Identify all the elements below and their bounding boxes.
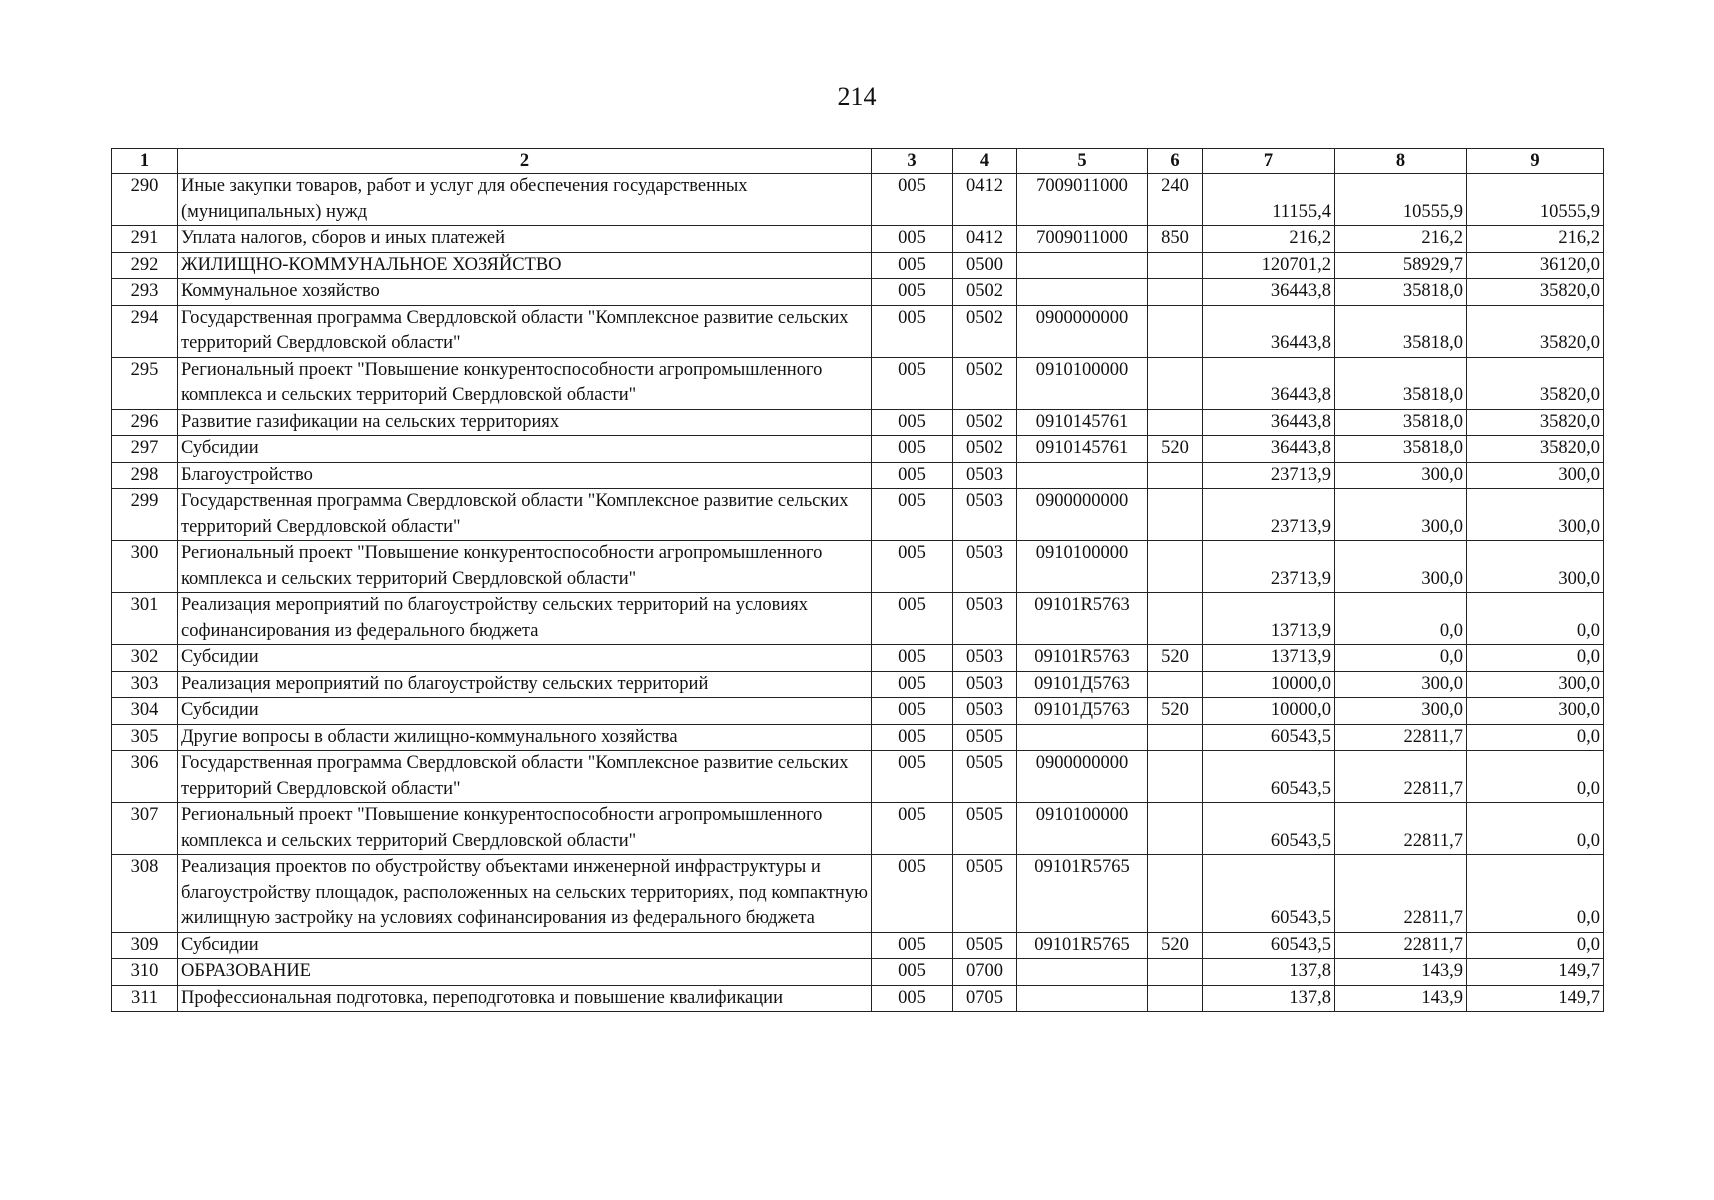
table-row: [112, 803, 1604, 855]
table-row: [112, 724, 1604, 751]
expense-type-code: [1148, 252, 1203, 279]
row-number: 301: [112, 593, 178, 645]
row-number: 295: [112, 357, 178, 409]
amount-col-9: 300,0: [1467, 541, 1604, 593]
expense-type-code: 520: [1148, 436, 1203, 463]
target-article-code: 09101R5765: [1017, 855, 1148, 933]
amount-col-9: 300,0: [1467, 489, 1604, 541]
section-code: 0505: [953, 803, 1017, 855]
amount-col-9: 0,0: [1467, 855, 1604, 933]
target-article-code: [1017, 252, 1148, 279]
amount-col-7: 36443,8: [1203, 409, 1335, 436]
table-row: [112, 357, 1604, 409]
column-header: 8: [1335, 149, 1467, 174]
amount-col-8: 300,0: [1335, 489, 1467, 541]
row-number: 307: [112, 803, 178, 855]
target-article-code: 09101R5763: [1017, 593, 1148, 645]
amount-col-7: 11155,4: [1203, 174, 1335, 226]
section-code: 0503: [953, 541, 1017, 593]
row-name: Государственная программа Свердловской области "Комплексное развитие сельских территорий Свердловской области": [178, 489, 872, 541]
amount-col-9: 0,0: [1467, 724, 1604, 751]
row-name: Субсидии: [178, 645, 872, 672]
column-header: 1: [112, 149, 178, 174]
expense-type-code: 240: [1148, 174, 1203, 226]
row-number: 305: [112, 724, 178, 751]
expense-type-code: [1148, 671, 1203, 698]
section-code: 0412: [953, 226, 1017, 253]
target-article-code: [1017, 462, 1148, 489]
chapter-code: 005: [872, 252, 953, 279]
amount-col-8: 58929,7: [1335, 252, 1467, 279]
amount-col-9: 0,0: [1467, 932, 1604, 959]
amount-col-7: 60543,5: [1203, 751, 1335, 803]
row-number: 302: [112, 645, 178, 672]
row-number: 296: [112, 409, 178, 436]
amount-col-8: 22811,7: [1335, 751, 1467, 803]
row-name: Профессиональная подготовка, переподготовка и повышение квалификации: [178, 985, 872, 1012]
row-number: 303: [112, 671, 178, 698]
expense-type-code: [1148, 751, 1203, 803]
expense-type-code: 520: [1148, 645, 1203, 672]
section-code: 0705: [953, 985, 1017, 1012]
table-row: [112, 489, 1604, 541]
table-row: [112, 959, 1604, 986]
target-article-code: 7009011000: [1017, 226, 1148, 253]
expense-type-code: 850: [1148, 226, 1203, 253]
table-row: [112, 409, 1604, 436]
row-name: Субсидии: [178, 436, 872, 463]
expense-type-code: [1148, 593, 1203, 645]
amount-col-8: 0,0: [1335, 593, 1467, 645]
table-row: [112, 305, 1604, 357]
table-row: [112, 593, 1604, 645]
target-article-code: 0910145761: [1017, 409, 1148, 436]
row-number: 304: [112, 698, 178, 725]
expense-type-code: [1148, 409, 1203, 436]
amount-col-9: 149,7: [1467, 959, 1604, 986]
amount-col-8: 300,0: [1335, 698, 1467, 725]
table-row: [112, 671, 1604, 698]
row-name: Государственная программа Свердловской области "Комплексное развитие сельских территорий Свердловской области": [178, 751, 872, 803]
amount-col-8: 216,2: [1335, 226, 1467, 253]
amount-col-9: 300,0: [1467, 671, 1604, 698]
target-article-code: 09101R5763: [1017, 645, 1148, 672]
expense-type-code: [1148, 279, 1203, 306]
chapter-code: 005: [872, 226, 953, 253]
target-article-code: 0910145761: [1017, 436, 1148, 463]
target-article-code: 0910100000: [1017, 803, 1148, 855]
amount-col-8: 35818,0: [1335, 409, 1467, 436]
target-article-code: [1017, 985, 1148, 1012]
section-code: 0505: [953, 932, 1017, 959]
row-number: 298: [112, 462, 178, 489]
amount-col-7: 23713,9: [1203, 489, 1335, 541]
amount-col-9: 0,0: [1467, 645, 1604, 672]
chapter-code: 005: [872, 409, 953, 436]
section-code: 0503: [953, 671, 1017, 698]
column-header: 2: [178, 149, 872, 174]
row-number: 299: [112, 489, 178, 541]
expense-type-code: 520: [1148, 698, 1203, 725]
target-article-code: 0900000000: [1017, 489, 1148, 541]
chapter-code: 005: [872, 698, 953, 725]
expense-type-code: [1148, 803, 1203, 855]
amount-col-7: 60543,5: [1203, 803, 1335, 855]
row-name: Региональный проект "Повышение конкурентоспособности агропромышленного комплекса и сельских территорий Свердловской области": [178, 541, 872, 593]
amount-col-8: 143,9: [1335, 985, 1467, 1012]
target-article-code: [1017, 279, 1148, 306]
row-name: Региональный проект "Повышение конкурентоспособности агропромышленного комплекса и сельских территорий Свердловской области": [178, 803, 872, 855]
target-article-code: 09101Д5763: [1017, 671, 1148, 698]
column-header: 7: [1203, 149, 1335, 174]
section-code: 0503: [953, 698, 1017, 725]
amount-col-7: 13713,9: [1203, 593, 1335, 645]
table-row: [112, 436, 1604, 463]
column-header: 6: [1148, 149, 1203, 174]
table-row: [112, 855, 1604, 933]
chapter-code: 005: [872, 645, 953, 672]
table-row: [112, 541, 1604, 593]
row-number: 293: [112, 279, 178, 306]
target-article-code: [1017, 959, 1148, 986]
expense-type-code: [1148, 305, 1203, 357]
row-number: 292: [112, 252, 178, 279]
row-name: Реализация мероприятий по благоустройству сельских территорий: [178, 671, 872, 698]
amount-col-7: 60543,5: [1203, 932, 1335, 959]
target-article-code: 0910100000: [1017, 541, 1148, 593]
amount-col-9: 35820,0: [1467, 409, 1604, 436]
row-number: 311: [112, 985, 178, 1012]
chapter-code: 005: [872, 593, 953, 645]
expense-type-code: 520: [1148, 932, 1203, 959]
amount-col-7: 10000,0: [1203, 671, 1335, 698]
column-header: 4: [953, 149, 1017, 174]
amount-col-7: 36443,8: [1203, 357, 1335, 409]
section-code: 0503: [953, 489, 1017, 541]
amount-col-8: 35818,0: [1335, 279, 1467, 306]
section-code: 0700: [953, 959, 1017, 986]
column-header: 5: [1017, 149, 1148, 174]
expense-type-code: [1148, 357, 1203, 409]
amount-col-8: 300,0: [1335, 541, 1467, 593]
amount-col-8: 35818,0: [1335, 357, 1467, 409]
target-article-code: [1017, 724, 1148, 751]
amount-col-9: 0,0: [1467, 751, 1604, 803]
amount-col-8: 35818,0: [1335, 305, 1467, 357]
table-row: [112, 252, 1604, 279]
amount-col-9: 35820,0: [1467, 279, 1604, 306]
target-article-code: 0900000000: [1017, 751, 1148, 803]
table-row: [112, 226, 1604, 253]
row-number: 291: [112, 226, 178, 253]
chapter-code: 005: [872, 803, 953, 855]
chapter-code: 005: [872, 724, 953, 751]
chapter-code: 005: [872, 279, 953, 306]
amount-col-9: 36120,0: [1467, 252, 1604, 279]
row-name: Иные закупки товаров, работ и услуг для обеспечения государственных (муниципальных) нужд: [178, 174, 872, 226]
row-name: Субсидии: [178, 932, 872, 959]
target-article-code: 09101R5765: [1017, 932, 1148, 959]
column-header: 3: [872, 149, 953, 174]
row-number: 306: [112, 751, 178, 803]
chapter-code: 005: [872, 174, 953, 226]
chapter-code: 005: [872, 671, 953, 698]
chapter-code: 005: [872, 462, 953, 489]
amount-col-7: 60543,5: [1203, 724, 1335, 751]
amount-col-7: 216,2: [1203, 226, 1335, 253]
amount-col-7: 36443,8: [1203, 436, 1335, 463]
amount-col-9: 35820,0: [1467, 305, 1604, 357]
target-article-code: 7009011000: [1017, 174, 1148, 226]
amount-col-7: 137,8: [1203, 985, 1335, 1012]
section-code: 0505: [953, 855, 1017, 933]
section-code: 0503: [953, 462, 1017, 489]
chapter-code: 005: [872, 985, 953, 1012]
row-number: 308: [112, 855, 178, 933]
amount-col-7: 36443,8: [1203, 279, 1335, 306]
target-article-code: 0900000000: [1017, 305, 1148, 357]
chapter-code: 005: [872, 751, 953, 803]
row-name: Коммунальное хозяйство: [178, 279, 872, 306]
amount-col-7: 23713,9: [1203, 462, 1335, 489]
amount-col-9: 300,0: [1467, 462, 1604, 489]
section-code: 0505: [953, 751, 1017, 803]
target-article-code: 09101Д5763: [1017, 698, 1148, 725]
amount-col-8: 0,0: [1335, 645, 1467, 672]
section-code: 0502: [953, 357, 1017, 409]
section-code: 0505: [953, 724, 1017, 751]
page-number: 214: [837, 82, 877, 111]
table-row: [112, 645, 1604, 672]
amount-col-9: 300,0: [1467, 698, 1604, 725]
amount-col-9: 0,0: [1467, 803, 1604, 855]
expense-type-code: [1148, 541, 1203, 593]
row-name: Развитие газификации на сельских территориях: [178, 409, 872, 436]
section-code: 0412: [953, 174, 1017, 226]
chapter-code: 005: [872, 357, 953, 409]
chapter-code: 005: [872, 436, 953, 463]
row-number: 290: [112, 174, 178, 226]
table-row: [112, 462, 1604, 489]
section-code: 0502: [953, 436, 1017, 463]
row-number: 309: [112, 932, 178, 959]
amount-col-8: 22811,7: [1335, 724, 1467, 751]
chapter-code: 005: [872, 489, 953, 541]
amount-col-7: 10000,0: [1203, 698, 1335, 725]
amount-col-7: 60543,5: [1203, 855, 1335, 933]
amount-col-7: 36443,8: [1203, 305, 1335, 357]
chapter-code: 005: [872, 305, 953, 357]
amount-col-9: 216,2: [1467, 226, 1604, 253]
amount-col-9: 10555,9: [1467, 174, 1604, 226]
budget-table: [111, 148, 1604, 1012]
amount-col-8: 300,0: [1335, 462, 1467, 489]
table-row: [112, 279, 1604, 306]
amount-col-7: 23713,9: [1203, 541, 1335, 593]
amount-col-7: 137,8: [1203, 959, 1335, 986]
section-code: 0503: [953, 593, 1017, 645]
amount-col-9: 149,7: [1467, 985, 1604, 1012]
expense-type-code: [1148, 462, 1203, 489]
amount-col-8: 35818,0: [1335, 436, 1467, 463]
row-name: Региональный проект "Повышение конкурентоспособности агропромышленного комплекса и сельских территорий Свердловской области": [178, 357, 872, 409]
section-code: 0502: [953, 409, 1017, 436]
section-code: 0502: [953, 279, 1017, 306]
table-row: [112, 985, 1604, 1012]
row-number: 297: [112, 436, 178, 463]
amount-col-9: 0,0: [1467, 593, 1604, 645]
row-name: Субсидии: [178, 698, 872, 725]
amount-col-8: 22811,7: [1335, 855, 1467, 933]
amount-col-7: 120701,2: [1203, 252, 1335, 279]
expense-type-code: [1148, 489, 1203, 541]
section-code: 0503: [953, 645, 1017, 672]
amount-col-8: 143,9: [1335, 959, 1467, 986]
row-name: Реализация мероприятий по благоустройству сельских территорий на условиях софинансирования из федерального бюджета: [178, 593, 872, 645]
chapter-code: 005: [872, 855, 953, 933]
row-name: ОБРАЗОВАНИЕ: [178, 959, 872, 986]
amount-col-8: 10555,9: [1335, 174, 1467, 226]
amount-col-8: 300,0: [1335, 671, 1467, 698]
section-code: 0500: [953, 252, 1017, 279]
expense-type-code: [1148, 985, 1203, 1012]
row-number: 310: [112, 959, 178, 986]
table-row: [112, 174, 1604, 226]
section-code: 0502: [953, 305, 1017, 357]
row-number: 300: [112, 541, 178, 593]
amount-col-9: 35820,0: [1467, 357, 1604, 409]
table-row: [112, 932, 1604, 959]
chapter-code: 005: [872, 959, 953, 986]
amount-col-8: 22811,7: [1335, 932, 1467, 959]
row-name: Государственная программа Свердловской области "Комплексное развитие сельских территорий Свердловской области": [178, 305, 872, 357]
row-name: Благоустройство: [178, 462, 872, 489]
expense-type-code: [1148, 724, 1203, 751]
chapter-code: 005: [872, 932, 953, 959]
expense-type-code: [1148, 855, 1203, 933]
target-article-code: 0910100000: [1017, 357, 1148, 409]
table-row: [112, 751, 1604, 803]
expense-type-code: [1148, 959, 1203, 986]
row-name: Реализация проектов по обустройству объектами инженерной инфраструктуры и благоустройству площадок, расположенных на сельских территориях, под компактную жилищную застройку на условиях софинансирования из федерального бюджета: [178, 855, 872, 933]
row-name: ЖИЛИЩНО-КОММУНАЛЬНОЕ ХОЗЯЙСТВО: [178, 252, 872, 279]
header-row: [112, 149, 1604, 174]
column-header: 9: [1467, 149, 1604, 174]
table-row: [112, 698, 1604, 725]
amount-col-8: 22811,7: [1335, 803, 1467, 855]
chapter-code: 005: [872, 541, 953, 593]
row-name: Уплата налогов, сборов и иных платежей: [178, 226, 872, 253]
amount-col-9: 35820,0: [1467, 436, 1604, 463]
row-name: Другие вопросы в области жилищно-коммунального хозяйства: [178, 724, 872, 751]
amount-col-7: 13713,9: [1203, 645, 1335, 672]
row-number: 294: [112, 305, 178, 357]
